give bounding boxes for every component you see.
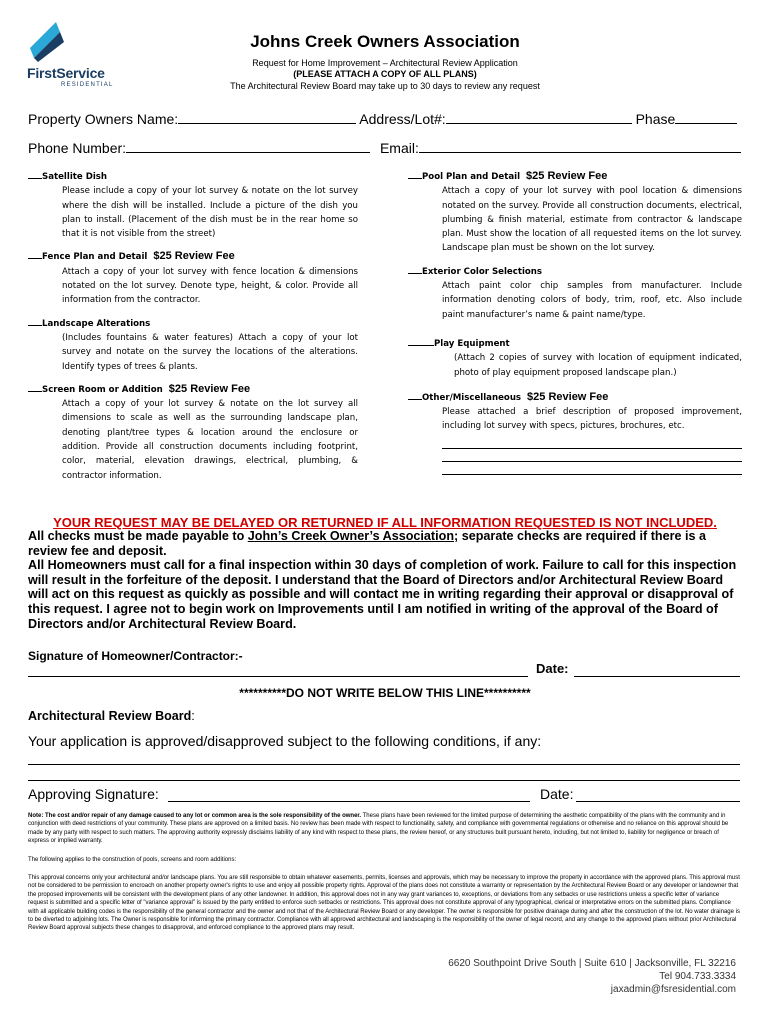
conditions-text: Your application is approved/disapproved subject to the following conditions, if any: — [28, 733, 542, 749]
review-fee: $25 Review Fee — [168, 382, 251, 395]
option-title: Exterior Color Selections — [422, 266, 543, 277]
option-satellite-dish — [28, 169, 358, 241]
other-line[interactable] — [442, 449, 742, 462]
header-line-2: (PLEASE ATTACH A COPY OF ALL PLANS) — [293, 69, 477, 79]
option-title: Satellite Dish — [42, 172, 108, 182]
option-title: Play Equipment — [434, 338, 510, 349]
option-description: Attach a copy of your lot survey with pool location & dimensions notated on the survey. Provide all construction documents, electrical, plumbing & finish material, estimate from contractor & landscape plan. Must show the location of all requested items on the lot survey. Landscape plan must be shown on the lot survey. — [442, 186, 742, 254]
signature-date-label: Date: — [536, 661, 569, 676]
note-body: These plans have been reviewed for the limited purpose of determining the aesthetic compatibility of the plans with the community and in conjunction with deed restrictions of your community. These plans are approved on a limited basis. No review has been made with respect to functionality, safety, and compliance with governmental regulations or otherwise and no reliance on this approval should be made by any party with respect to such matters. The approving authority expressly disclaims liability of any kind with respect to these plans, the review hereof, or any structures built pursuant hereto, including, but not limited to, liability for negligence or breach of express or implied warranty. — [28, 813, 729, 845]
email-field[interactable] — [419, 140, 741, 153]
option-description: Attach paint color chip samples from manufacturer. Include information denoting colors of body, trim, roof, etc. Also include paint manufacturer’s name & paint name/type. — [442, 281, 742, 320]
play-equipment-checkbox[interactable] — [408, 336, 434, 346]
other-line[interactable] — [442, 462, 742, 475]
policy-p1-b: ; separate checks are required if there is a review fee and deposit. — [28, 529, 707, 558]
applies-text: The following applies to the construction of pools, screens and room additions: — [28, 857, 237, 863]
approving-date-line[interactable] — [576, 801, 740, 802]
option-play-equipment — [408, 336, 742, 380]
conditions-line[interactable] — [28, 764, 740, 765]
phase-label: Phase — [635, 111, 676, 127]
right-options — [408, 169, 742, 475]
header-line-3: The Architectural Review Board may take up to 30 days to review any request — [230, 81, 540, 91]
option-description: Attach a copy of your lot survey & notate on the lot survey all dimensions to scale as well as the surrounding landscape plan, denoting plant/tree types & location around the enclosure or addition. Provide all construction documents including footprint, color, material, elevation drawings, electrical, plumbing, & contractor information. — [62, 399, 358, 481]
option-title: Screen Room or Addition — [42, 384, 163, 395]
option-description: (Includes fountains & water features) Attach a copy of your lot survey and notate on the survey the locations of the alterations. Identify types of trees & plants. — [62, 332, 358, 372]
option-description: (Attach 2 copies of survey with location of equipment indicated, photo of play equipment proposed landscape plan.) — [454, 353, 742, 378]
option-title: Other/Miscellaneous — [422, 392, 522, 403]
owner-name-field[interactable] — [178, 111, 356, 124]
pool-checkbox[interactable] — [408, 169, 422, 179]
other-checkbox[interactable] — [408, 390, 422, 400]
approval-text: This approval concerns only your architectural and/or landscape plans. You are still responsible to obtain whatever easements, permits, licenses and approvals, which may be necessary to improve the property in accordance with the approved plans. This approval must not be considered to be permission to encroach on another property owner's rights to use and enjoy all possible property rights. Approval of the plans does not constitute a warranty or representation by the Architectural Review Board or any developer or landowner that the proposed improvements will be consistent with the development plans of any other landowner. In addition, this approval does not in any way grant variances to, exceptions, or deviations from any setbacks or use restrictions unless a specific letter of variance request is submitted and a specific letter of "variance approval" is issued by the party entitled to enforce such setbacks or restrictions. This approval does not constitute approval of any typographical, clerical or interpretative errors on the submitted plans. Compliance with all applicable building codes is the responsibility of the general contractor and the owner and not that of the Architectural Review Board or any developer. The owner is responsible for positive drainage during and after the construction of the lot. No water drainage is to be diverted to adjoining lots. The Owner is responsible for informing the primary contractor. Compliance with all approved architectural and landscaping is the responsibility of the owner of legal record, and any change to the approved plans without prior Architectural Review Board approval subjects these changes to disapproval, and enforced compliance to the approved plans may result. — [28, 875, 740, 932]
approving-date-label: Date: — [540, 786, 574, 802]
option-landscape — [28, 316, 358, 374]
phone-field[interactable] — [126, 140, 370, 153]
landscape-checkbox[interactable] — [28, 316, 42, 326]
screen-room-checkbox[interactable] — [28, 382, 42, 392]
option-exterior-color — [408, 264, 742, 322]
option-description: Please include a copy of your lot survey & notate on the lot survey where the dish will be installed. Include a picture of the dish you plan to install. (Placement of the dish must be in the rear home so that it is not visible from the street) — [62, 186, 358, 240]
divider-text: **********DO NOT WRITE BELOW THIS LINE********** — [239, 686, 531, 700]
phone-label: Phone Number: — [28, 140, 127, 156]
address-label: Address/Lot#: — [359, 111, 446, 127]
address-field[interactable] — [446, 111, 632, 124]
footer — [448, 957, 736, 996]
other-lines — [442, 436, 742, 475]
option-title: Pool Plan and Detail — [422, 172, 521, 182]
payee-name: John’s Creek Owner’s Association — [247, 529, 455, 543]
header-line-1: Request for Home Improvement – Architectural Review Application — [252, 58, 518, 68]
review-fee: $25 Review Fee — [527, 390, 609, 403]
note-text — [28, 812, 740, 846]
signature-line[interactable] — [28, 676, 528, 677]
option-fence — [28, 249, 358, 307]
note-bold: Note: The cost and/or repair of any damage caused to any lot or common area is the sole responsibility of the owner. — [28, 813, 362, 819]
footer-address: 6620 Southpoint Drive South | Suite 610 | Jacksonville, FL 32216 — [448, 958, 736, 969]
option-title: Fence Plan and Detail — [42, 252, 148, 263]
exterior-color-checkbox[interactable] — [408, 264, 422, 274]
approving-signature-line[interactable] — [168, 801, 530, 802]
logo-name: FirstService — [27, 65, 105, 81]
fence-checkbox[interactable] — [28, 249, 42, 259]
warning-text: YOUR REQUEST MAY BE DELAYED OR RETURNED IF ALL INFORMATION REQUESTED IS NOT INCLUDED. — [53, 515, 717, 530]
board-colon: : — [191, 709, 195, 723]
logo-subtitle: RESIDENTIAL — [61, 82, 114, 88]
left-options — [28, 169, 358, 483]
owner-field-row — [28, 111, 737, 127]
option-description: Attach a copy of your lot survey with fence location & dimensions notated on the lot survey. Denote type, height, & color. Provide all information from the contractor. — [62, 266, 358, 306]
conditions-line[interactable] — [28, 780, 740, 781]
option-pool — [408, 169, 742, 256]
policy-p1-a: All checks must be made payable to — [28, 529, 248, 543]
policy-text — [28, 529, 744, 631]
other-line[interactable] — [442, 436, 742, 449]
footer-email: jaxadmin@fsresidential.com — [610, 984, 736, 995]
signature-date-line[interactable] — [574, 676, 740, 677]
footer-tel: Tel 904.733.3334 — [659, 971, 736, 982]
owner-name-label: Property Owners Name: — [28, 111, 179, 127]
email-label: Email: — [379, 140, 419, 156]
signature-label: Signature of Homeowner/Contractor:- — [28, 649, 243, 663]
option-other — [408, 390, 742, 475]
option-title: Landscape Alterations — [42, 318, 151, 329]
option-description: Please attached a brief description of proposed improvement, including lot survey with specs, pictures, brochures, etc. — [442, 407, 742, 432]
board-title: Architectural Review Board — [28, 709, 192, 723]
option-screen-room — [28, 382, 358, 483]
page-title: Johns Creek Owners Association — [250, 32, 520, 51]
phase-field[interactable] — [675, 111, 737, 124]
policy-p2: All Homeowners must call for a final inspection within 30 days of completion of work. Failure to call for this inspection will result in the forfeiture of the deposit. I understand that the Board of Directors and/or Architectural Review Board will act on this request as quickly as possible and will contact me in writing regarding their approval or disapproval of this request. I agree not to begin work on Improvements until I am notified in writing of the approval of the Board of Directors and/or Architectural Review Board. — [28, 558, 737, 631]
satellite-dish-checkbox[interactable] — [28, 169, 42, 179]
phone-field-row — [28, 140, 741, 156]
review-fee: $25 Review Fee — [153, 250, 235, 263]
board-label — [28, 709, 195, 723]
review-fee: $25 Review Fee — [526, 170, 608, 182]
approving-signature-label: Approving Signature: — [28, 786, 159, 802]
